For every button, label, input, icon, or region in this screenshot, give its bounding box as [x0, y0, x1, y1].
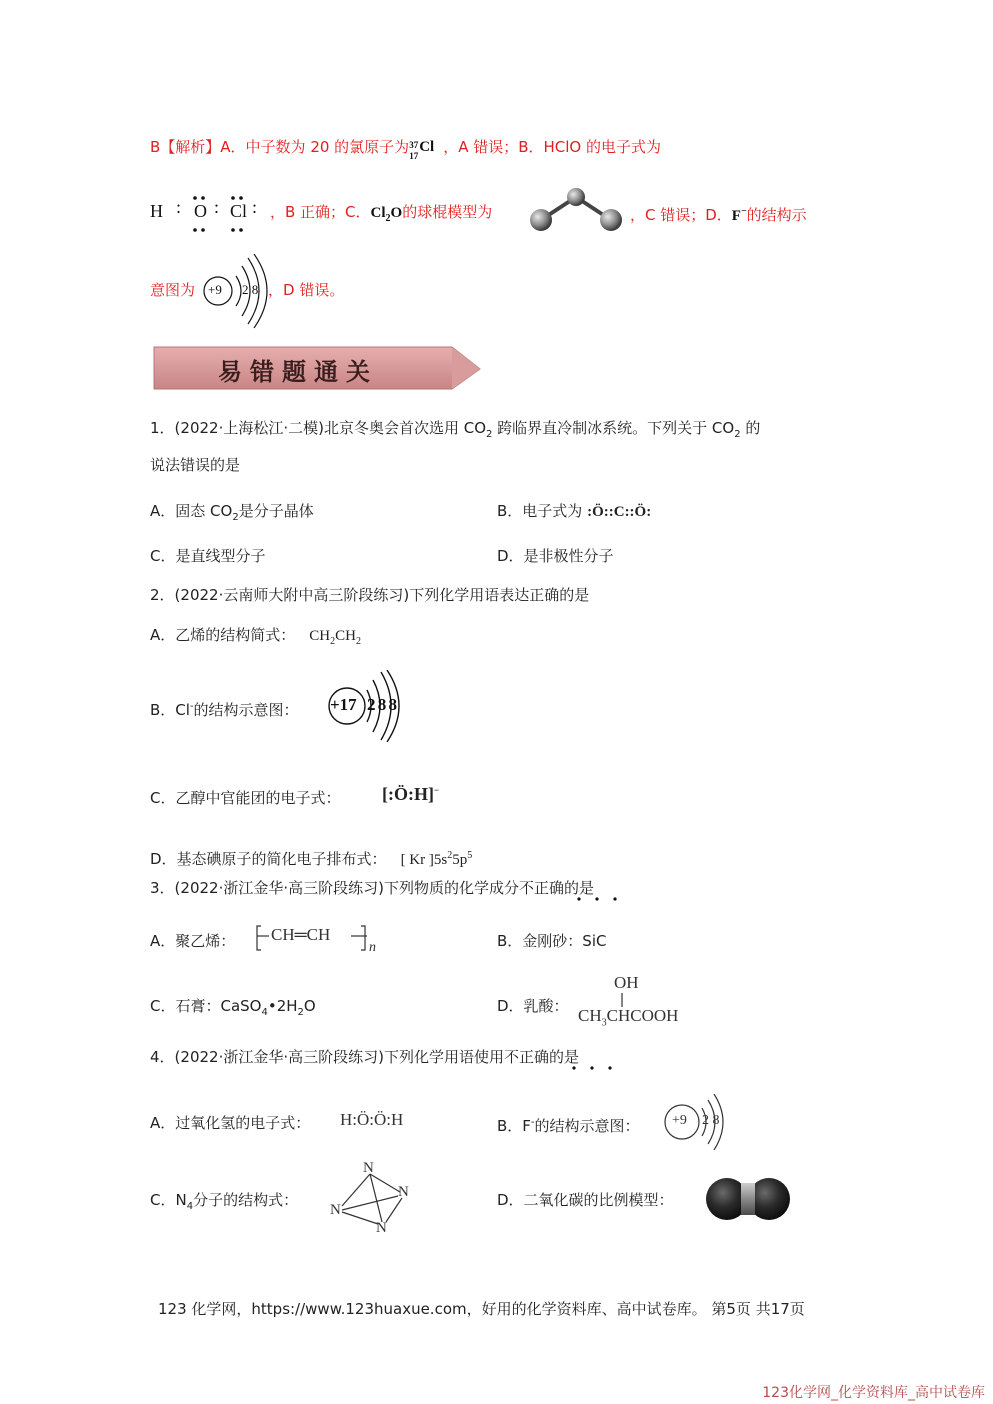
co2-electron-formula: :Ö::C::Ö:	[587, 504, 652, 520]
n4-structure-diagram: N N N N	[330, 1160, 409, 1236]
q3-option-a: A．聚乙烯：	[150, 932, 236, 950]
f-ion-structure-diagram-2: +9 2 8	[662, 1094, 732, 1150]
cl2o-formula: $Cl_2O$	[370, 205, 403, 224]
cl2o-ball-stick-model	[525, 183, 630, 238]
h2o2-electron-formula: H:Ö:Ö:H	[340, 1110, 404, 1129]
cl-ion-structure-diagram: +17 2 8 8	[325, 670, 410, 742]
q2-option-a: A．乙烯的结构简式： $CH_2CH_2$	[150, 626, 361, 647]
emphasis-dots	[574, 896, 634, 902]
lactic-acid-formula: OH $CH_3CHCOOH$	[578, 973, 679, 1029]
q4-option-c: C．$N_4$分子的结构式：	[150, 1191, 299, 1212]
q4-option-a: A．过氧化氢的电子式：	[150, 1114, 311, 1132]
q3-option-c: C．石膏：$CaSO_4•2H_2O$	[150, 997, 316, 1018]
page-footer: 123 化学网，https://www.123huaxue.com，好用的化学资料库、高中试卷库。 第5页 共17页	[158, 1300, 805, 1318]
explanation-line-3a: 意图为	[150, 281, 196, 299]
q3-stem: 3．(2022·浙江金华·高三阶段练习)下列物质的化学成分不正确的是	[150, 879, 594, 897]
explanation-line-3b: ，D 错误。	[268, 281, 345, 299]
q4-stem: 4．(2022·浙江金华·高三阶段练习)下列化学用语使用不正确的是	[150, 1048, 579, 1066]
co2-space-filling-model	[705, 1175, 791, 1223]
lone-pair-dots	[150, 195, 265, 235]
q2-stem: 2．(2022·云南师大附中高三阶段练习)下列化学用语表达正确的是	[150, 586, 590, 604]
hclo-electron-formula: H : O : Cl :	[150, 195, 265, 235]
q4-option-d: D．二氧化碳的比例模型：	[497, 1191, 674, 1209]
polyethylene-formula: CH═CH n	[255, 920, 385, 960]
q4-option-b: B．F-的结构示意图：	[497, 1117, 640, 1135]
q1-option-a: A．固态 $CO_2$是分子晶体	[150, 502, 314, 523]
q1-option-c: C．是直线型分子	[150, 547, 266, 565]
explanation-line-2: ，B 正确；C．$Cl_2O$的球棍模型为	[270, 203, 493, 224]
q2-option-c: C．乙醇中官能团的电子式：	[150, 789, 341, 807]
chlorine-nuclide: 37 17 Cl	[409, 139, 435, 161]
f-ion-structure-diagram: +9 2 8	[200, 254, 280, 330]
q1-option-d: D．是非极性分子	[497, 547, 614, 565]
section-banner-title: 易错题通关	[218, 357, 378, 386]
q2-option-b: B．Cl-的结构示意图：	[150, 701, 299, 719]
q3-option-d: D．乳酸：	[497, 997, 569, 1015]
q1-stem: 1．(2022·上海松江·二模)北京冬奥会首次选用 $CO_2$ 跨临界直冷制冰系统。下列关于 $CO_2$ 的	[150, 419, 761, 440]
emphasis-dots	[569, 1065, 629, 1071]
watermark: 123化学网_化学资料库_高中试卷库	[762, 1385, 985, 1401]
q2-option-d: D．基态碘原子的简化电子排布式： [ Kr ]$5s^25p^5$	[150, 850, 473, 868]
q1-stem-line2: 说法错误的是	[150, 456, 241, 474]
q1-option-b: B．电子式为 :Ö::C::Ö:	[497, 502, 652, 520]
explanation-line-1: B【解析】A．中子数为 20 的氯原子为 37 17 Cl ，A 错误；B．HClO 的电子式为	[150, 138, 662, 161]
hydroxyl-electron-formula: [:Ö:H]−	[382, 784, 440, 804]
q3-option-b: B．金刚砂：SiC	[497, 932, 607, 950]
explanation-line-2b: ，C 错误；D．F−的结构示	[630, 206, 807, 224]
